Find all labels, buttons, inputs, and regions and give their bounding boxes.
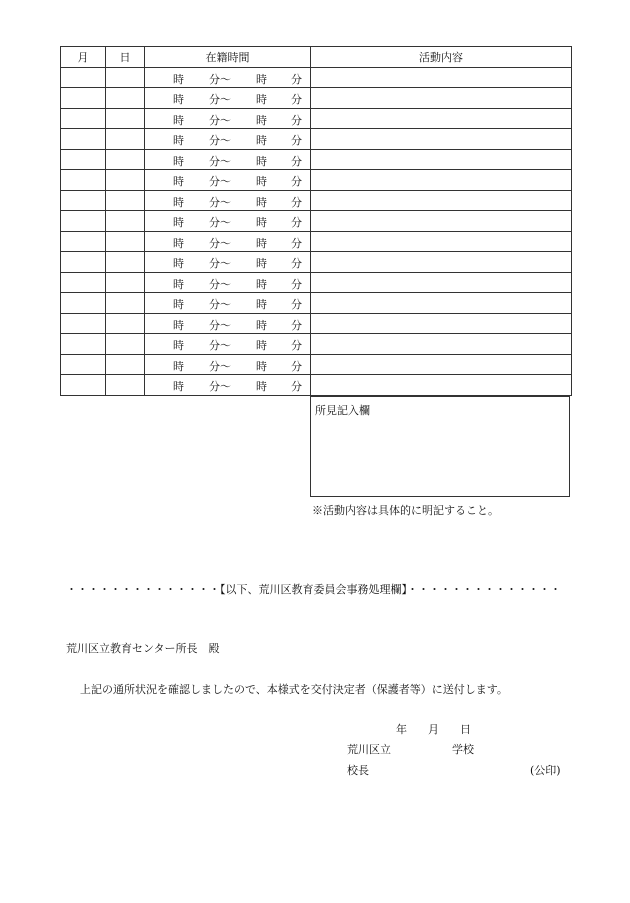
start-hour-label: 時 — [173, 175, 184, 188]
remarks-label: 所見記入欄 — [315, 404, 370, 417]
time-cell[interactable] — [145, 108, 311, 129]
start-minute-label: 分〜 — [209, 195, 231, 209]
header-month: 月 — [61, 47, 106, 68]
end-minute-label: 分 — [291, 175, 302, 188]
time-cell[interactable] — [145, 129, 311, 150]
day-cell[interactable] — [106, 211, 145, 232]
activity-cell[interactable] — [311, 88, 572, 109]
start-hour-label: 時 — [173, 113, 184, 127]
month-cell[interactable] — [61, 354, 106, 375]
end-minute-label: 分 — [291, 195, 302, 209]
header-activity: 活動内容 — [311, 47, 572, 68]
time-cell[interactable] — [145, 313, 311, 334]
month-cell[interactable] — [61, 334, 106, 355]
time-cell[interactable] — [145, 67, 311, 88]
activity-cell[interactable] — [311, 170, 572, 191]
activity-cell[interactable] — [311, 334, 572, 355]
attendance-table — [60, 46, 572, 396]
start-hour-label: 時 — [173, 72, 184, 86]
end-minute-label: 分 — [291, 216, 302, 229]
remarks-box[interactable] — [310, 396, 570, 497]
time-cell[interactable] — [145, 231, 311, 252]
start-hour-label: 時 — [173, 195, 184, 209]
start-hour-label: 時 — [173, 93, 184, 106]
end-hour-label: 時 — [256, 113, 267, 127]
end-hour-label: 時 — [256, 298, 267, 311]
day-cell[interactable] — [106, 129, 145, 150]
start-minute-label: 分〜 — [209, 339, 231, 352]
day-cell[interactable] — [106, 272, 145, 293]
activity-cell[interactable] — [311, 313, 572, 334]
end-minute-label: 分 — [291, 298, 302, 311]
end-hour-label: 時 — [256, 154, 267, 168]
month-cell[interactable] — [61, 211, 106, 232]
date-year-label: 年 — [396, 723, 407, 736]
activity-cell[interactable] — [311, 293, 572, 314]
activity-note: ※活動内容は具体的に明記すること。 — [312, 504, 499, 517]
table-row — [61, 231, 572, 252]
table-row — [61, 313, 572, 334]
activity-cell[interactable] — [311, 354, 572, 375]
day-cell[interactable] — [106, 108, 145, 129]
start-minute-label: 分〜 — [209, 236, 231, 250]
table-header-row — [61, 47, 572, 68]
time-cell[interactable] — [145, 149, 311, 170]
end-minute-label: 分 — [291, 72, 302, 86]
table-row — [61, 211, 572, 232]
start-hour-label: 時 — [173, 236, 184, 250]
start-minute-label: 分〜 — [209, 113, 231, 127]
table-row — [61, 190, 572, 211]
end-minute-label: 分 — [291, 380, 302, 393]
table-row — [61, 67, 572, 88]
table-row — [61, 170, 572, 191]
table-row — [61, 354, 572, 375]
date-month-label: 月 — [428, 723, 439, 736]
month-cell[interactable] — [61, 313, 106, 334]
start-minute-label: 分〜 — [209, 298, 231, 311]
table-row — [61, 129, 572, 150]
start-hour-label: 時 — [173, 154, 184, 168]
table-row — [61, 108, 572, 129]
date-day-label: 日 — [460, 723, 471, 736]
end-minute-label: 分 — [291, 339, 302, 352]
addressee: 荒川区立教育センター所長 殿 — [66, 642, 220, 655]
start-hour-label: 時 — [173, 134, 184, 147]
start-minute-label: 分〜 — [209, 154, 231, 168]
end-minute-label: 分 — [291, 154, 302, 168]
activity-cell[interactable] — [311, 272, 572, 293]
start-minute-label: 分〜 — [209, 216, 231, 229]
day-cell[interactable] — [106, 149, 145, 170]
start-hour-label: 時 — [173, 277, 184, 291]
table-row — [61, 334, 572, 355]
activity-cell[interactable] — [311, 231, 572, 252]
day-cell[interactable] — [106, 88, 145, 109]
start-minute-label: 分〜 — [209, 277, 231, 291]
activity-cell[interactable] — [311, 108, 572, 129]
start-minute-label: 分〜 — [209, 175, 231, 188]
start-minute-label: 分〜 — [209, 257, 231, 270]
month-cell[interactable] — [61, 149, 106, 170]
month-cell[interactable] — [61, 272, 106, 293]
end-hour-label: 時 — [256, 195, 267, 209]
time-cell[interactable] — [145, 88, 311, 109]
start-hour-label: 時 — [173, 298, 184, 311]
end-hour-label: 時 — [256, 93, 267, 106]
school-prefix: 荒川区立 — [347, 743, 391, 756]
start-minute-label: 分〜 — [209, 93, 231, 106]
start-hour-label: 時 — [173, 339, 184, 352]
table-row — [61, 252, 572, 273]
end-minute-label: 分 — [291, 318, 302, 332]
day-cell[interactable] — [106, 190, 145, 211]
month-cell[interactable] — [61, 67, 106, 88]
day-cell[interactable] — [106, 334, 145, 355]
official-seal: (公印) — [530, 764, 561, 777]
principal-label: 校長 — [347, 764, 369, 777]
day-cell[interactable] — [106, 354, 145, 375]
end-hour-label: 時 — [256, 175, 267, 188]
time-cell[interactable] — [145, 272, 311, 293]
time-cell[interactable] — [145, 190, 311, 211]
header-time: 在籍時間 — [145, 47, 311, 68]
month-cell[interactable] — [61, 231, 106, 252]
day-cell[interactable] — [106, 313, 145, 334]
day-cell[interactable] — [106, 67, 145, 88]
table-row — [61, 88, 572, 109]
time-cell[interactable] — [145, 354, 311, 375]
school-suffix: 学校 — [452, 743, 474, 756]
time-cell[interactable] — [145, 375, 311, 396]
end-hour-label: 時 — [256, 339, 267, 352]
month-cell[interactable] — [61, 293, 106, 314]
activity-cell[interactable] — [311, 211, 572, 232]
activity-cell[interactable] — [311, 149, 572, 170]
end-hour-label: 時 — [256, 277, 267, 291]
time-cell[interactable] — [145, 293, 311, 314]
start-hour-label: 時 — [173, 359, 184, 373]
activity-cell[interactable] — [311, 67, 572, 88]
end-minute-label: 分 — [291, 236, 302, 250]
end-hour-label: 時 — [256, 134, 267, 147]
start-hour-label: 時 — [173, 380, 184, 393]
end-hour-label: 時 — [256, 236, 267, 250]
start-minute-label: 分〜 — [209, 318, 231, 332]
activity-cell[interactable] — [311, 129, 572, 150]
table-row — [61, 149, 572, 170]
table-row — [61, 375, 572, 396]
activity-cell[interactable] — [311, 190, 572, 211]
end-hour-label: 時 — [256, 359, 267, 373]
time-cell[interactable] — [145, 170, 311, 191]
end-minute-label: 分 — [291, 93, 302, 106]
day-cell[interactable] — [106, 170, 145, 191]
header-day: 日 — [106, 47, 145, 68]
day-cell[interactable] — [106, 231, 145, 252]
month-cell[interactable] — [61, 108, 106, 129]
day-cell[interactable] — [106, 252, 145, 273]
start-minute-label: 分〜 — [209, 380, 231, 393]
end-minute-label: 分 — [291, 277, 302, 291]
start-minute-label: 分〜 — [209, 72, 231, 86]
start-hour-label: 時 — [173, 318, 184, 332]
start-minute-label: 分〜 — [209, 359, 231, 373]
end-minute-label: 分 — [291, 257, 302, 270]
time-cell[interactable] — [145, 334, 311, 355]
start-minute-label: 分〜 — [209, 134, 231, 147]
end-hour-label: 時 — [256, 216, 267, 229]
time-cell[interactable] — [145, 252, 311, 273]
confirmation-text: 上記の通所状況を確認しましたので、本様式を交付決定者（保護者等）に送付します。 — [80, 683, 508, 696]
start-hour-label: 時 — [173, 216, 184, 229]
activity-cell[interactable] — [311, 252, 572, 273]
end-hour-label: 時 — [256, 72, 267, 86]
month-cell[interactable] — [61, 129, 106, 150]
month-cell[interactable] — [61, 190, 106, 211]
end-minute-label: 分 — [291, 359, 302, 373]
month-cell[interactable] — [61, 88, 106, 109]
end-minute-label: 分 — [291, 113, 302, 127]
end-hour-label: 時 — [256, 318, 267, 332]
table-row — [61, 272, 572, 293]
month-cell[interactable] — [61, 375, 106, 396]
month-cell[interactable] — [61, 170, 106, 191]
end-hour-label: 時 — [256, 257, 267, 270]
day-cell[interactable] — [106, 375, 145, 396]
office-divider: ・・・・・・・・・・・・・・【以下、荒川区教育委員会事務処理欄】・・・・・・・・・・・・・・ — [66, 583, 561, 596]
time-cell[interactable] — [145, 211, 311, 232]
month-cell[interactable] — [61, 252, 106, 273]
start-hour-label: 時 — [173, 257, 184, 270]
end-hour-label: 時 — [256, 380, 267, 393]
table-row — [61, 293, 572, 314]
day-cell[interactable] — [106, 293, 145, 314]
activity-cell[interactable] — [311, 375, 572, 396]
end-minute-label: 分 — [291, 134, 302, 147]
